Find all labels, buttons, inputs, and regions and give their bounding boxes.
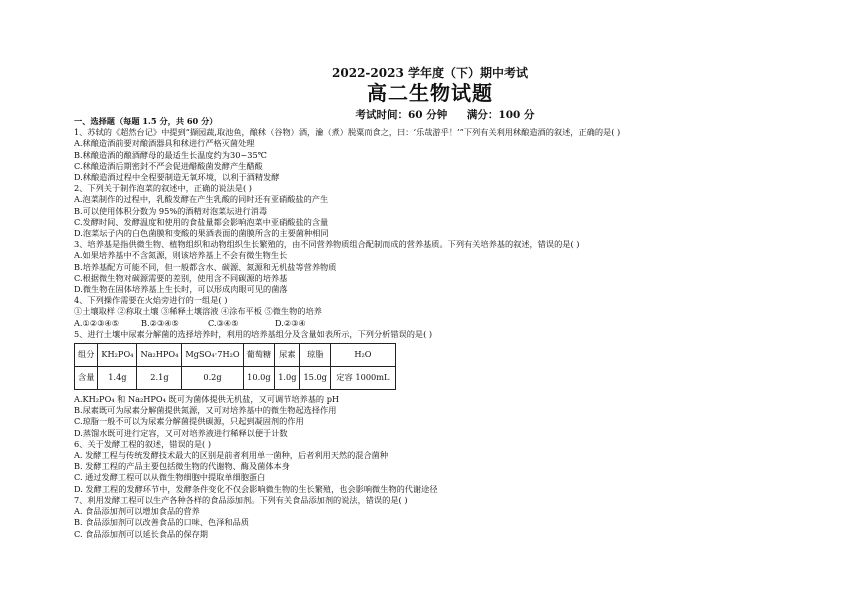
question-2 xyxy=(74,183,814,239)
question-4 xyxy=(74,295,814,329)
table-cell: MgSO₄·7H₂O xyxy=(182,344,243,367)
option-c: C. 通过发酵工程可以从微生物细胞中提取单细胞蛋白 xyxy=(74,472,266,483)
options-row xyxy=(74,318,814,329)
table-cell: 0.2g xyxy=(182,367,243,390)
exam-content xyxy=(74,116,814,540)
option-a: A.KH₂PO₄ 和 Na₂HPO₄ 既可为菌体提供无机盐，又可调节培养基的 pH xyxy=(74,394,340,405)
question-1 xyxy=(74,127,814,183)
table-cell: 1.4g xyxy=(98,367,137,390)
option-d: D.蒸馏水既可进行定容，又可对培养液进行稀释以便于计数 xyxy=(74,427,288,438)
option-a: A. 食品添加剂可以增加食品的营养 xyxy=(74,506,200,517)
table-cell: 琼脂 xyxy=(300,344,330,367)
table-cell: 1.0g xyxy=(275,367,300,390)
table-cell: 2.1g xyxy=(137,367,182,390)
option-d: D.秫酿造酒过程中全程要制造无氧环境，以利于酒精发酵 xyxy=(74,172,280,183)
table-cell: 10.0g xyxy=(243,367,275,390)
exam-time: 考试时间：60 分钟 xyxy=(355,109,448,121)
question-stem: 4、下列操作需要在火焰旁进行的一组是( ) xyxy=(74,295,228,306)
option-d: D.②③④ xyxy=(275,317,306,328)
question-5 xyxy=(74,329,814,439)
question-stem: 7、利用发酵工程可以生产各种各样的食品添加剂。下列有关食品添加剂的说法，错误的是( ) xyxy=(74,494,408,505)
option-a: A.如果培养基中不含氮源，则该培养基上不会有微生物生长 xyxy=(74,250,288,261)
option-a: A.秫酿造酒前要对酿酒器具和秫进行严格灭菌处理 xyxy=(74,138,255,149)
question-7 xyxy=(74,495,814,540)
option-b: B.②③④⑤ xyxy=(141,317,179,328)
table-row xyxy=(75,367,396,390)
option-c: C.③④⑤ xyxy=(208,317,239,328)
question-3 xyxy=(74,239,814,295)
option-c: C. 食品添加剂可以延长食品的保存期 xyxy=(74,528,208,539)
table-cell: 定容 1000mL xyxy=(330,367,395,390)
option-d: D.微生物在固体培养基上生长时，可以形成肉眼可见的菌落 xyxy=(74,284,288,295)
question-stem: 3、培养基是指供微生物、植物组织和动物组织生长繁殖的，由不同营养物质组合配制而成的营养基质。下列有关培养基的叙述，错误的是( ) xyxy=(74,239,580,250)
table-cell: 葡萄糖 xyxy=(243,344,275,367)
exam-score: 满分：100 分 xyxy=(466,109,535,121)
option-b: B.秫酿造酒的酿酒酵母的最适生长温度约为30~35℃ xyxy=(74,149,267,160)
option-b: B. 发酵工程的产品主要包括微生物的代谢物、酶及菌体本身 xyxy=(74,461,290,472)
option-b: B.培养基配方可能不同，但一般都含水、碳源、氮源和无机盐等营养物质 xyxy=(74,261,337,272)
table-cell: 尿素 xyxy=(275,344,300,367)
table-cell: H₂O xyxy=(330,344,395,367)
table-cell: KH₂PO₄ xyxy=(98,344,137,367)
table-cell: 组分 xyxy=(75,344,98,367)
section-heading: 一、选择题（每题 1.5 分，共 60 分） xyxy=(74,116,218,126)
exam-title: 高二生物试题 xyxy=(367,81,493,105)
question-stem: 2、下列关于制作泡菜的叙述中，正确的说法是( ) xyxy=(74,183,252,194)
table-cell: Na₂HPO₄ xyxy=(137,344,182,367)
option-b: B.尿素既可为尿素分解菌提供氮源，又可对培养基中的微生物起选择作用 xyxy=(74,405,337,416)
question-stem: 5、进行土壤中尿素分解菌的选择培养时，利用的培养基组分及含量如表所示，下列分析错误的是( ) xyxy=(74,328,433,339)
question-items: ①土壤取样 ②称取土壤 ③稀释土壤溶液 ④涂布平板 ⑤微生物的培养 xyxy=(74,306,322,317)
option-d: D.泡菜坛子内的白色菌膜和变酸的果酒表面的菌膜所含的主要菌种相同 xyxy=(74,228,329,239)
option-a: A. 发酵工程与传统发酵技术最大的区别是前者利用单一菌种，后者利用天然的混合菌种 xyxy=(74,450,389,461)
question-stem: 1、苏轼的《超然台记》中提到“撷园蔬,取池鱼，酿秫（谷物）酒，瀹（煮）脱粟而食之，曰：‘乐哉游乎！’”下列有关利用秫酿造酒的叙述，正确的是( ) xyxy=(74,127,621,138)
exam-year-line: 2022-2023 学年度（下）期中考试 xyxy=(332,66,528,80)
option-c: C.琼脂一般不可以为尿素分解菌提供碳源，只起到凝固剂的作用 xyxy=(74,416,304,427)
medium-table xyxy=(74,343,396,390)
table-cell: 含量 xyxy=(75,367,98,390)
option-b: B.可以使用体积分数为 95%的酒精对泡菜坛进行消毒 xyxy=(74,205,268,216)
question-6 xyxy=(74,439,814,495)
option-b: B. 食品添加剂可以改善食品的口味、色泽和品质 xyxy=(74,517,249,528)
option-c: C.发酵时间、发酵温度和使用的食盐量都会影响泡菜中亚硝酸盐的含量 xyxy=(74,216,329,227)
exam-header xyxy=(0,66,860,122)
option-c: C.秫酿造酒后期密封不严会促进醋酸菌发酵产生醋酸 xyxy=(74,160,263,171)
table-cell: 15.0g xyxy=(300,367,330,390)
option-a: A.泡菜制作的过程中，乳酸发酵在产生乳酸的同时还有亚硝酸盐的产生 xyxy=(74,194,329,205)
table-header-row xyxy=(75,344,396,367)
option-c: C.根据微生物对碳源需要的差别，使用含不同碳源的培养基 xyxy=(74,272,288,283)
option-d: D. 发酵工程的发酵环节中，发酵条件变化不仅会影响微生物的生长繁殖，也会影响微生物的代谢途径 xyxy=(74,483,438,494)
option-a: A.①②③④⑤ xyxy=(74,317,120,328)
question-stem: 6、关于发酵工程的叙述，错误的是( ) xyxy=(74,438,212,449)
